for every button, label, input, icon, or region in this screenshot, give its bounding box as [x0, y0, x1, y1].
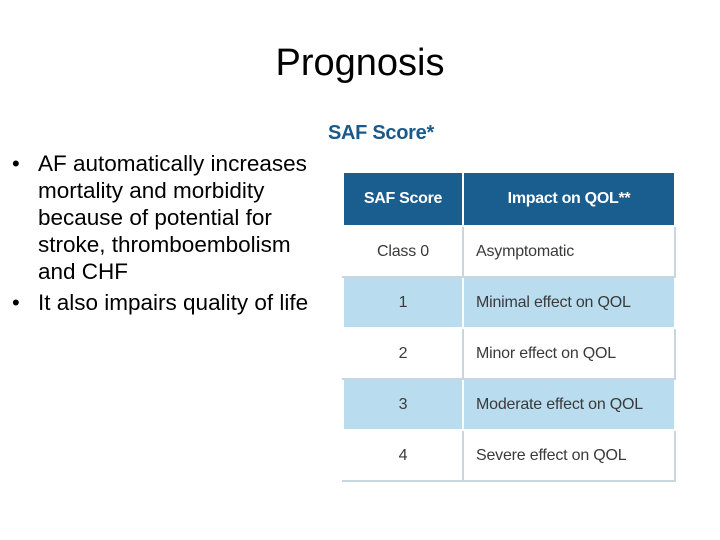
header-impact-on-qol: Impact on QOL** — [463, 172, 675, 226]
score-cell: 4 — [343, 430, 463, 481]
impact-cell: Minor effect on QOL — [463, 328, 675, 379]
bullet-dot: • — [12, 290, 20, 315]
table-row — [343, 277, 675, 328]
table-row — [343, 430, 675, 481]
bullet-item — [10, 289, 320, 316]
saf-score-table — [342, 171, 676, 482]
score-cell: 1 — [343, 277, 463, 328]
table-caption: SAF Score* — [328, 122, 434, 144]
bullet-list — [10, 150, 320, 320]
table-row — [343, 226, 675, 277]
header-saf-score: SAF Score — [343, 172, 463, 226]
score-cell: 3 — [343, 379, 463, 430]
bullet-text: AF automatically increases mortality and morbidity because of potential for stroke, thromboembolism and CHF — [38, 151, 307, 284]
impact-cell: Asymptomatic — [463, 226, 675, 277]
score-cell: Class 0 — [343, 226, 463, 277]
impact-cell: Moderate effect on QOL — [463, 379, 675, 430]
score-cell: 2 — [343, 328, 463, 379]
table-row — [343, 328, 675, 379]
slide-title: Prognosis — [275, 42, 445, 84]
bullet-item — [10, 150, 320, 285]
bullet-dot: • — [12, 151, 20, 176]
impact-cell: Severe effect on QOL — [463, 430, 675, 481]
impact-cell: Minimal effect on QOL — [463, 277, 675, 328]
bullet-text: It also impairs quality of life — [38, 290, 309, 315]
table-row — [343, 379, 675, 430]
table-header-row — [343, 172, 675, 226]
